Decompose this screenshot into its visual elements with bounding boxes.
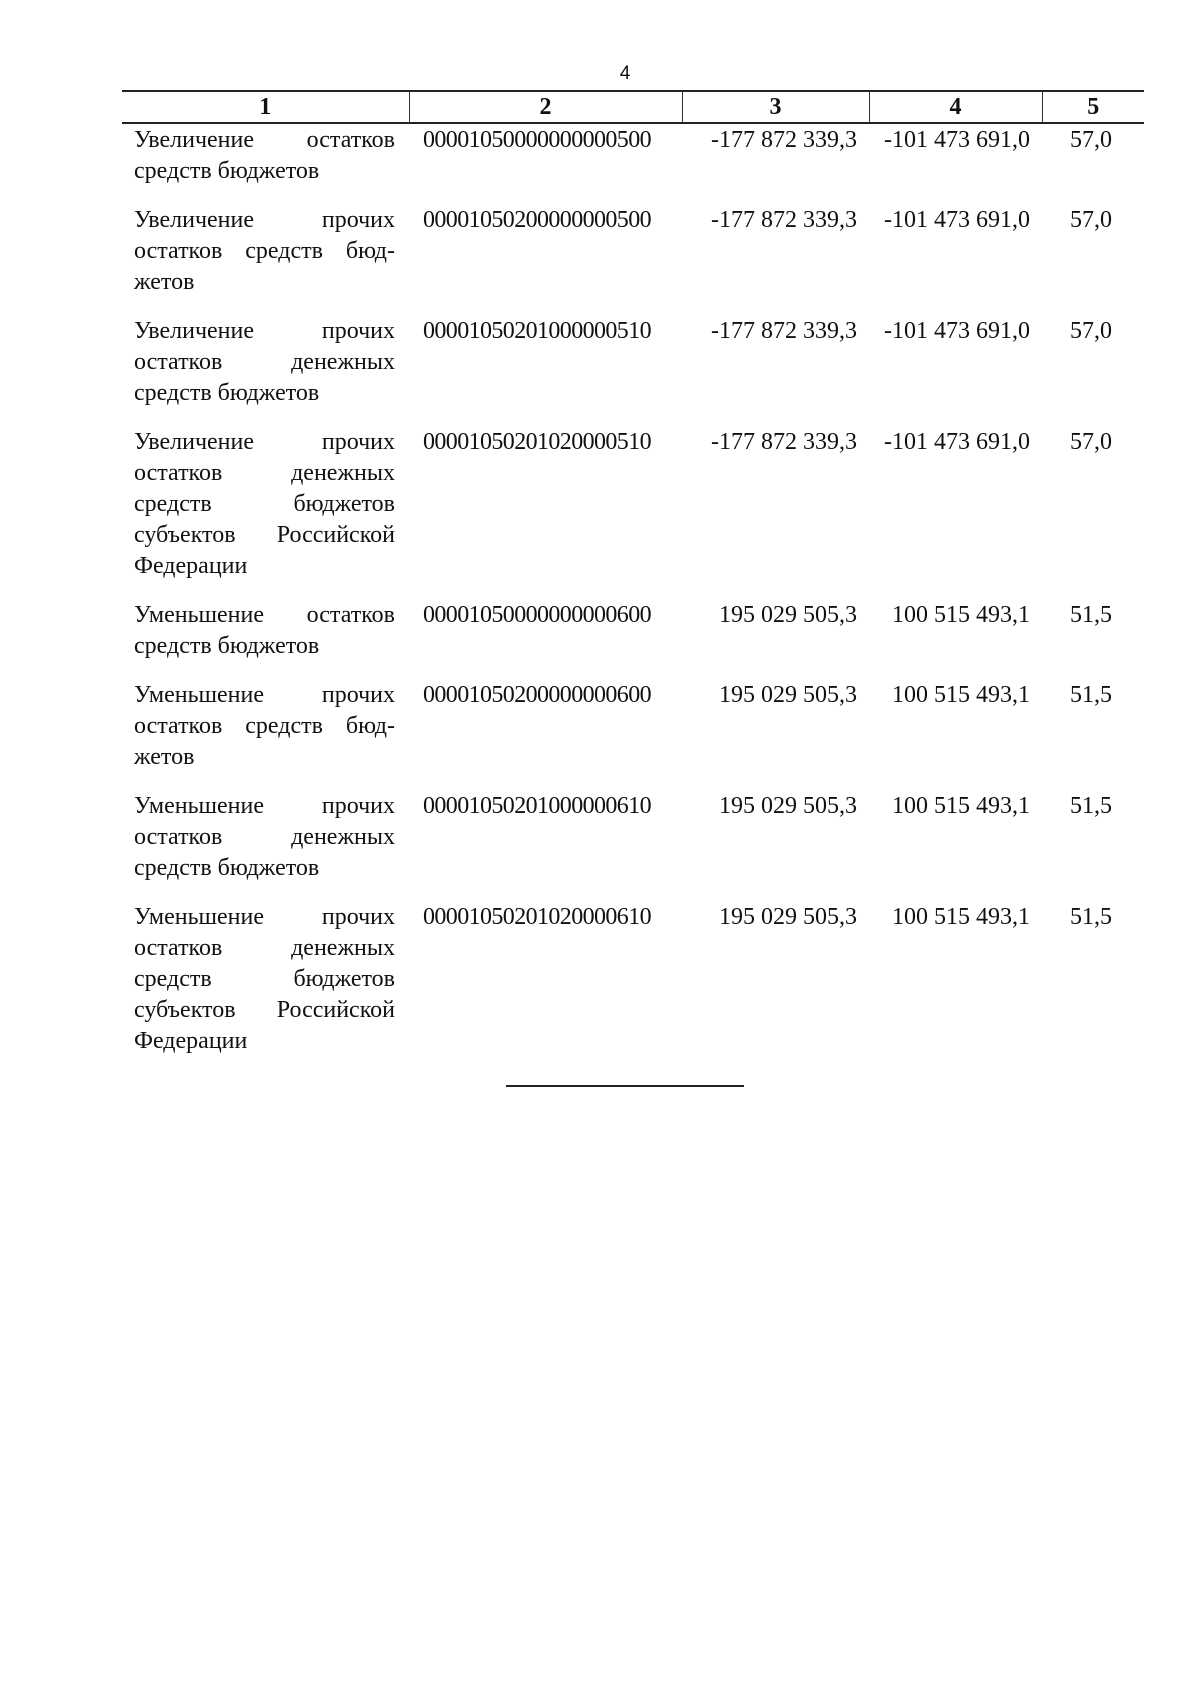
table-row <box>122 315 1144 426</box>
row-value-col5: 57,0 <box>1070 429 1112 455</box>
table-row <box>122 679 1144 790</box>
row-value-col3: 195 029 505,3 <box>719 793 857 819</box>
table-row <box>122 901 1144 1057</box>
row-name: Увеличение прочих остатков средств бюд-жетов <box>134 207 395 295</box>
row-value-col3: 195 029 505,3 <box>719 682 857 708</box>
page-number: 4 <box>619 63 631 84</box>
table-row <box>122 123 1144 204</box>
row-value-col4: 100 515 493,1 <box>892 904 1030 930</box>
table-row <box>122 204 1144 315</box>
row-value-col4: 100 515 493,1 <box>892 793 1030 819</box>
row-value-col5: 51,5 <box>1070 904 1112 930</box>
row-name: Уменьшение прочих остатков средств бюд-жетов <box>134 682 395 770</box>
closing-rule <box>506 1085 744 1087</box>
column-header-1: 1 <box>122 91 409 123</box>
column-header-3: 3 <box>682 91 869 123</box>
row-code: 00001050200000000500 <box>423 207 652 233</box>
table-row <box>122 599 1144 679</box>
row-code: 00001050201000000610 <box>423 793 652 819</box>
row-value-col5: 57,0 <box>1070 207 1112 233</box>
row-code: 00001050201020000610 <box>423 904 652 930</box>
row-value-col5: 57,0 <box>1070 127 1112 153</box>
table-row <box>122 426 1144 599</box>
row-value-col3: -177 872 339,3 <box>711 429 857 455</box>
row-value-col5: 51,5 <box>1070 602 1112 628</box>
row-value-col3: 195 029 505,3 <box>719 602 857 628</box>
row-name: Увеличение прочих остатков денежных средств бюджетов субъектов Российской Федерации <box>134 429 395 579</box>
row-code: 00001050000000000500 <box>423 127 652 153</box>
row-value-col5: 51,5 <box>1070 682 1112 708</box>
row-code: 00001050000000000600 <box>423 602 652 628</box>
row-value-col4: -101 473 691,0 <box>884 127 1030 153</box>
row-code: 00001050201020000510 <box>423 429 652 455</box>
row-code: 00001050201000000510 <box>423 318 652 344</box>
row-value-col5: 57,0 <box>1070 318 1112 344</box>
column-header-5: 5 <box>1042 91 1144 123</box>
row-name: Уменьшение прочих остатков денежных средств бюджетов <box>134 793 395 881</box>
row-value-col4: 100 515 493,1 <box>892 682 1030 708</box>
row-value-col5: 51,5 <box>1070 793 1112 819</box>
row-value-col4: -101 473 691,0 <box>884 429 1030 455</box>
column-header-2: 2 <box>409 91 682 123</box>
table-header-row <box>122 91 1144 123</box>
row-name: Уменьшение прочих остатков денежных средств бюджетов субъектов Российской Федерации <box>134 904 395 1054</box>
row-code: 00001050200000000600 <box>423 682 652 708</box>
row-value-col3: -177 872 339,3 <box>711 207 857 233</box>
budget-table <box>122 90 1144 1057</box>
row-value-col4: 100 515 493,1 <box>892 602 1030 628</box>
row-value-col3: 195 029 505,3 <box>719 904 857 930</box>
row-name: Увеличение остатков средств бюджетов <box>134 127 395 184</box>
row-value-col4: -101 473 691,0 <box>884 207 1030 233</box>
row-name: Уменьшение остатков средств бюджетов <box>134 602 395 659</box>
column-header-4: 4 <box>869 91 1042 123</box>
table-row <box>122 790 1144 901</box>
row-value-col4: -101 473 691,0 <box>884 318 1030 344</box>
row-value-col3: -177 872 339,3 <box>711 127 857 153</box>
row-name: Увеличение прочих остатков денежных средств бюджетов <box>134 318 395 406</box>
row-value-col3: -177 872 339,3 <box>711 318 857 344</box>
